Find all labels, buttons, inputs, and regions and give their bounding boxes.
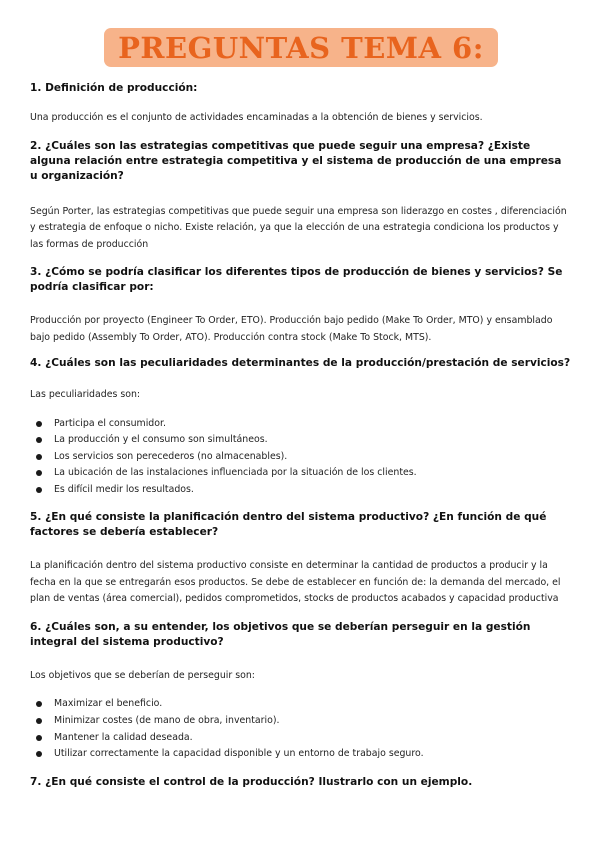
answer-1: Una producción es el conjunto de actividades encaminadas a la obtención de bienes y servicios. [30,112,483,123]
answer-2: Según Porter, las estrategias competitivas que puede seguir una empresa son liderazgo en costes , diferenciación y estrategia de enfoque o nicho. Existe relación, ya que la elección de una estrategia condiciona los productos y las formas de producción [30,205,567,250]
bullet-icon [36,454,42,460]
page-title: PREGUNTAS TEMA 6: [104,28,498,67]
list-item-text: Los servicios son perecederos (no almacenables). [54,450,288,462]
list-item-text: Utilizar correctamente la capacidad disponible y un entorno de trabajo seguro. [54,748,424,760]
list-item [36,432,572,449]
question-3: 3. ¿Cómo se podría clasificar los diferentes tipos de producción de bienes y servicios? Se podría clasificar por: [30,266,563,293]
list-item [36,449,572,466]
question-7: 7. ¿En qué consiste el control de la producción? Ilustrarlo con un ejemplo. [30,775,473,788]
list-item [36,746,572,763]
answer-6-intro: Los objetivos que se deberían de perseguir son: [30,669,255,681]
list-item [36,416,572,433]
objectives-list [30,696,572,762]
bullet-icon [36,487,42,493]
question-6: 6. ¿Cuáles son, a su entender, los objetivos que se deberían perseguir en la gestión integral del sistema productivo? [30,620,531,648]
answer-3: Producción por proyecto (Engineer To Order, ETO). Producción bajo pedido (Make To Order, MTO) y ensamblado bajo pedido (Assembly To Order, ATO). Producción contra stock (Make To Stock, MTS). [30,315,553,343]
bullet-icon [36,751,42,757]
bullet-icon [36,701,42,707]
bullet-icon [36,421,42,427]
list-item-text: Es difícil medir los resultados. [54,483,194,495]
list-item [36,730,572,747]
list-item-text: Maximizar el beneficio. [54,698,163,710]
list-item-text: La producción y el consumo son simultáneos. [54,434,268,446]
bullet-icon [36,437,42,443]
list-item-text: Participa el consumidor. [54,417,166,429]
list-item-text: Mantener la calidad deseada. [54,731,193,743]
question-4: 4. ¿Cuáles son las peculiaridades determinantes de la producción/prestación de servicios? [30,357,571,369]
list-item-text: Minimizar costes (de mano de obra, inventario). [54,715,280,727]
bullet-icon [36,470,42,476]
list-item-text: La ubicación de las instalaciones influenciada por la situación de los clientes. [54,467,417,479]
peculiarities-list [30,416,572,499]
list-item [36,465,572,482]
answer-4-intro: Las peculiaridades son: [30,389,141,400]
title-wrap [30,28,572,67]
bullet-icon [36,735,42,741]
bullet-icon [36,718,42,724]
list-item [36,696,572,713]
question-1: 1. Definición de producción: [30,82,198,94]
question-2: 2. ¿Cuáles son las estrategias competitivas que puede seguir una empresa? ¿Existe alguna relación entre estrategia competitiva y el sistema de producción de una empresa u organización? [30,139,562,182]
question-5: 5. ¿En qué consiste la planificación dentro del sistema productivo? ¿En función de qué factores se debería establecer? [30,511,547,539]
list-item [36,482,572,499]
answer-5: La planificación dentro del sistema productivo consiste en determinar la cantidad de productos a producir y la fecha en la que se entregarán esos productos. Se debe de establecer en función de: la demanda del mercado, el plan de ventas (área comercial), pedidos comprometidos, stocks de productos acabados y capacidad productiva [30,560,561,605]
list-item [36,713,572,730]
